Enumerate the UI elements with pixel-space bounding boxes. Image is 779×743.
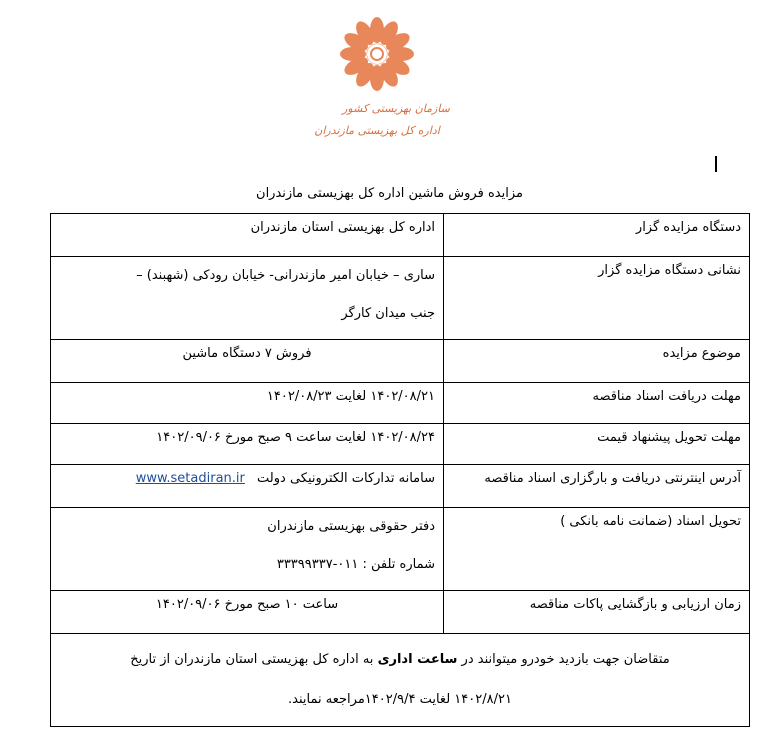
row-value: اداره کل بهزیستی استان مازندران	[51, 214, 444, 257]
address-line-2: جنب میدان کارگر	[341, 306, 435, 321]
row-value: ساعت ۱۰ صبح مورخ ۱۴۰۲/۰۹/۰۶	[51, 591, 444, 634]
row-value	[51, 508, 444, 591]
organization-logo	[314, 6, 450, 146]
row-value: فروش ۷ دستگاه ماشین	[51, 340, 444, 383]
table-row	[51, 257, 750, 340]
row-label: دستگاه مزایده گزار	[444, 214, 750, 257]
text-cursor	[715, 156, 717, 172]
table-row	[51, 340, 750, 383]
system-name: سامانه تدارکات الکترونیکی دولت	[257, 471, 435, 486]
office-name: دفتر حقوقی بهزیستی مازندران	[267, 519, 435, 534]
table-row	[51, 465, 750, 508]
row-label: تحویل اسناد (ضمانت نامه بانکی )	[444, 508, 750, 591]
flower-logo-icon	[314, 6, 450, 146]
note-line-2: ۱۴۰۲/۸/۲۱ لغایت ۱۴۰۲/۹/۴مراجعه نمایند.	[288, 692, 512, 707]
row-label: نشانی دستگاه مزایده گزار	[444, 257, 750, 340]
row-label: آدرس اینترنتی دریافت و بارگزاری اسناد مناقصه	[444, 465, 750, 508]
table-row	[51, 508, 750, 591]
setadiran-link[interactable]: www.setadiran.ir	[135, 471, 245, 486]
auction-info-table	[50, 213, 750, 727]
table-row	[51, 383, 750, 424]
visit-note	[51, 634, 750, 727]
table-row	[51, 424, 750, 465]
row-value	[51, 465, 444, 508]
row-label: زمان ارزیابی و بازگشایی پاکات مناقصه	[444, 591, 750, 634]
row-value	[51, 257, 444, 340]
row-label: مهلت دریافت اسناد مناقصه	[444, 383, 750, 424]
table-row	[51, 634, 750, 727]
phone-number: شماره تلفن : ۰۱۱-۳۳۳۹۹۳۳۷	[276, 557, 435, 572]
row-label: موضوع مزایده	[444, 340, 750, 383]
row-value: ۱۴۰۲/۰۸/۲۴ لغایت ساعت ۹ صبح مورخ ۱۴۰۲/۰۹/۰۶	[51, 424, 444, 465]
note-bold: ساعت اداری	[377, 652, 458, 667]
logo-org-line2: اداره کل بهزیستی مازندران	[314, 124, 440, 137]
table-row	[51, 214, 750, 257]
row-label: مهلت تحویل پیشنهاد قیمت	[444, 424, 750, 465]
address-line-1: ساری – خیابان امیر مازندرانی- خیابان رودکی (شهبند) –	[136, 268, 435, 283]
row-value: ۱۴۰۲/۰۸/۲۱ لغایت ۱۴۰۲/۰۸/۲۳	[51, 383, 444, 424]
document-title: مزایده فروش ماشین اداره کل بهزیستی مازندران	[256, 186, 523, 201]
note-part-1: متقاضان جهت بازدید خودرو میتوانند در	[461, 652, 670, 667]
table-row	[51, 591, 750, 634]
note-part-2: به اداره کل بهزیستی استان مازندران از تاریخ	[130, 652, 374, 667]
logo-org-line1: سازمان بهزیستی کشور	[342, 102, 450, 115]
